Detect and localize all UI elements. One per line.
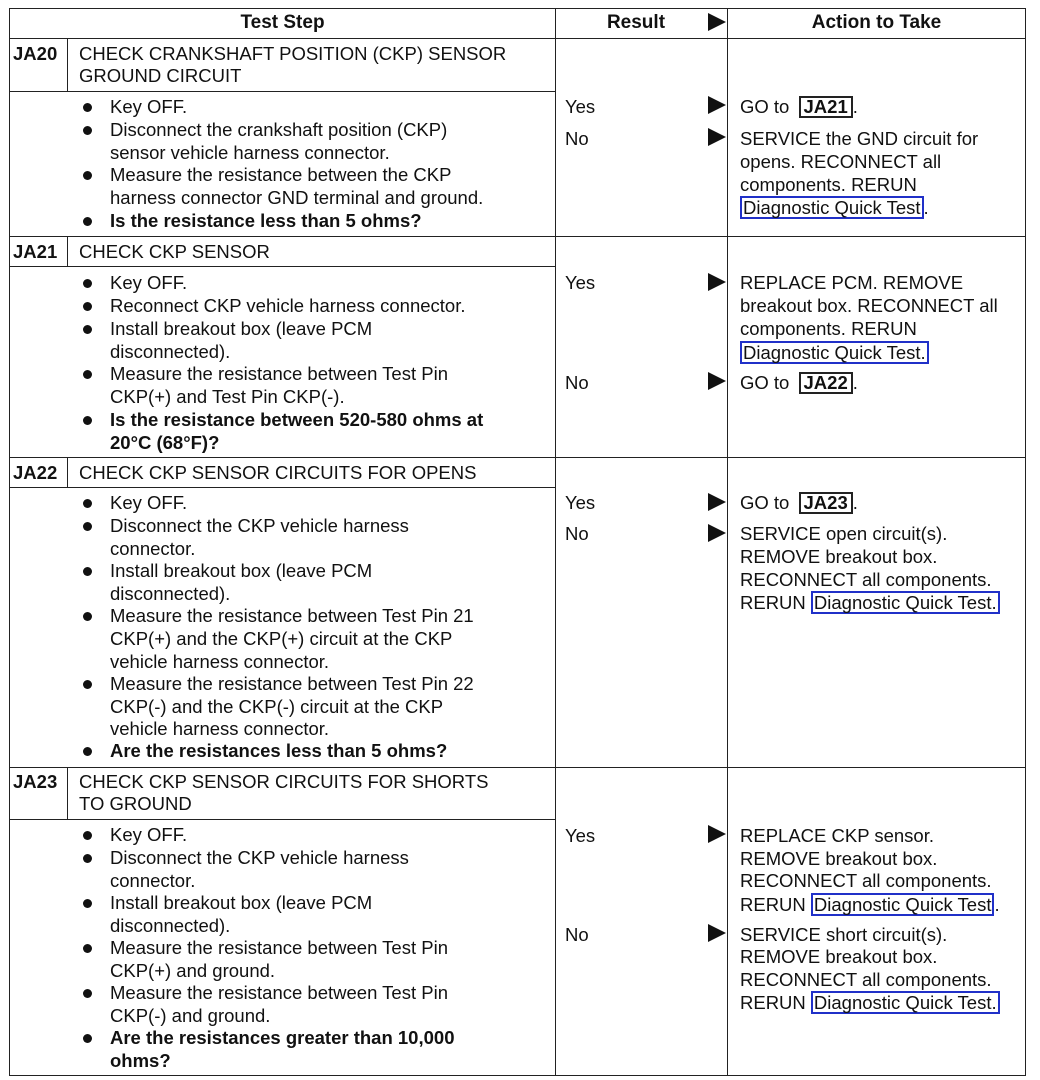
bullet-icon [83, 989, 92, 998]
step-id-divider [67, 236, 68, 266]
step-question: 20°C (68°F)? [110, 432, 220, 453]
action-text: REMOVE breakout box. [740, 946, 938, 967]
step-instruction: disconnected). [110, 915, 231, 936]
bullet-icon [83, 899, 92, 908]
step-instruction: Install breakout box (leave PCM [110, 318, 373, 339]
action-text: SERVICE short circuit(s). [740, 924, 948, 945]
result-no: No [565, 372, 589, 393]
result-yes: Yes [565, 272, 596, 293]
bullet-icon [83, 499, 92, 508]
step-instruction: CKP(-) and ground. [110, 1005, 271, 1026]
action-text: REMOVE breakout box. [740, 848, 938, 869]
header-arrow-icon [708, 13, 726, 31]
step-instruction: Measure the resistance between Test Pin [110, 982, 448, 1003]
diagnostic-quick-test-link[interactable]: Diagnostic Quick Test. [811, 591, 1000, 614]
arrow-right-icon [708, 372, 726, 390]
bullet-icon [83, 325, 92, 334]
step-instruction: Measure the resistance between the CKP [110, 164, 452, 185]
bullet-icon [83, 126, 92, 135]
step-instruction: Key OFF. [110, 272, 188, 293]
table-border-bottom [9, 1075, 1026, 1076]
result-yes: Yes [565, 825, 596, 846]
step-id: JA20 [13, 43, 58, 64]
bullet-icon [83, 1034, 92, 1043]
step-title: CHECK CKP SENSOR CIRCUITS FOR SHORTS [79, 771, 489, 792]
step-instruction: Install breakout box (leave PCM [110, 892, 373, 913]
row-separator [9, 236, 1026, 237]
column-divider-result [555, 8, 556, 1076]
step-id: JA21 [13, 241, 58, 262]
action-go-to: GO to JA21 . [740, 96, 858, 117]
title-separator [9, 266, 555, 267]
action-text: RECONNECT all components. [740, 569, 992, 590]
action-go-to: GO to JA22 . [740, 372, 858, 393]
step-question: Are the resistances greater than 10,000 [110, 1027, 455, 1048]
column-divider-action [727, 8, 728, 1076]
step-instruction: vehicle harness connector. [110, 718, 330, 739]
step-question: ohms? [110, 1050, 171, 1071]
result-yes: Yes [565, 492, 596, 513]
step-title: CHECK CKP SENSOR CIRCUITS FOR OPENS [79, 462, 477, 483]
action-link-line: Diagnostic Quick Test . [740, 196, 929, 220]
bullet-icon [83, 302, 92, 311]
bullet-icon [83, 279, 92, 288]
diagnostic-quick-test-link[interactable]: Diagnostic Quick Test. [811, 991, 1000, 1014]
step-question: Is the resistance less than 5 ohms? [110, 210, 422, 231]
action-text: SERVICE the GND circuit for [740, 128, 979, 149]
step-instruction: Disconnect the CKP vehicle harness [110, 847, 409, 868]
bullet-icon [83, 370, 92, 379]
step-instruction: Key OFF. [110, 96, 188, 117]
action-link-line: RERUN Diagnostic Quick Test. [740, 991, 1000, 1015]
bullet-icon [83, 854, 92, 863]
bullet-icon [83, 612, 92, 621]
step-question: Is the resistance between 520-580 ohms at [110, 409, 484, 430]
header-divider [9, 38, 1026, 39]
result-no: No [565, 924, 589, 945]
action-text: RECONNECT all components. [740, 969, 992, 990]
table-border-left [9, 8, 10, 1076]
result-no: No [565, 523, 589, 544]
title-separator [9, 91, 555, 92]
step-instruction: harness connector GND terminal and ground. [110, 187, 484, 208]
step-ref-link[interactable]: JA22 [799, 372, 853, 394]
step-title: CHECK CRANKSHAFT POSITION (CKP) SENSOR [79, 43, 507, 64]
action-text: RECONNECT all components. [740, 870, 992, 891]
step-instruction: CKP(+) and ground. [110, 960, 276, 981]
action-text: SERVICE open circuit(s). [740, 523, 948, 544]
step-instruction: sensor vehicle harness connector. [110, 142, 390, 163]
step-instruction: Measure the resistance between Test Pin [110, 363, 448, 384]
step-instruction: CKP(+) and the CKP(+) circuit at the CKP [110, 628, 453, 649]
arrow-right-icon [708, 273, 726, 291]
diagnostic-quick-test-link[interactable]: Diagnostic Quick Test [740, 196, 924, 219]
step-instruction: Measure the resistance between Test Pin 22 [110, 673, 474, 694]
action-text: breakout box. RECONNECT all [740, 295, 998, 316]
bullet-icon [83, 522, 92, 531]
action-go-to: GO to JA23 . [740, 492, 858, 513]
action-link-line: RERUN Diagnostic Quick Test . [740, 894, 1000, 915]
step-id: JA23 [13, 771, 58, 792]
bullet-icon [83, 831, 92, 840]
step-instruction: disconnected). [110, 341, 231, 362]
table-border-top [9, 8, 1026, 9]
step-instruction: Disconnect the CKP vehicle harness [110, 515, 409, 536]
bullet-icon [83, 680, 92, 689]
step-id: JA22 [13, 462, 58, 483]
step-title: CHECK CKP SENSOR [79, 241, 270, 262]
step-title: TO GROUND [79, 793, 192, 814]
step-question: Are the resistances less than 5 ohms? [110, 740, 448, 761]
step-instruction: CKP(-) and the CKP(-) circuit at the CKP [110, 696, 444, 717]
step-instruction: Key OFF. [110, 824, 188, 845]
step-id-divider [67, 457, 68, 487]
bullet-icon [83, 944, 92, 953]
header-result: Result [606, 12, 666, 33]
step-title: GROUND CIRCUIT [79, 65, 242, 86]
action-text: REMOVE breakout box. [740, 546, 938, 567]
bullet-icon [83, 416, 92, 425]
step-instruction: Key OFF. [110, 492, 188, 513]
bullet-icon [83, 103, 92, 112]
bullet-icon [83, 567, 92, 576]
header-action: Action to Take [811, 12, 942, 33]
step-instruction: Install breakout box (leave PCM [110, 560, 373, 581]
result-yes: Yes [565, 96, 596, 117]
step-instruction: vehicle harness connector. [110, 651, 330, 672]
arrow-right-icon [708, 524, 726, 542]
action-text: REPLACE PCM. REMOVE [740, 272, 964, 293]
header-test-step: Test Step [240, 12, 325, 33]
arrow-right-icon [708, 924, 726, 942]
action-text: REPLACE CKP sensor. [740, 825, 934, 846]
step-id-divider [67, 767, 68, 819]
step-instruction: disconnected). [110, 583, 231, 604]
bullet-icon [83, 217, 92, 226]
arrow-right-icon [708, 128, 726, 146]
step-instruction: connector. [110, 870, 196, 891]
diagnostic-quick-test-link[interactable]: Diagnostic Quick Test [811, 893, 995, 916]
action-text: components. RERUN [740, 174, 917, 195]
row-separator [9, 457, 1026, 458]
action-text: components. RERUN [740, 318, 917, 339]
step-instruction: Measure the resistance between Test Pin [110, 937, 448, 958]
step-instruction: CKP(+) and Test Pin CKP(-). [110, 386, 345, 407]
row-separator [9, 767, 1026, 768]
title-separator [9, 487, 555, 488]
step-instruction: connector. [110, 538, 196, 559]
bullet-icon [83, 171, 92, 180]
arrow-right-icon [708, 493, 726, 511]
action-link-line [740, 341, 929, 365]
diagnostic-quick-test-link[interactable]: Diagnostic Quick Test. [740, 341, 929, 364]
bullet-icon [83, 747, 92, 756]
result-no: No [565, 128, 589, 149]
step-ref-link[interactable]: JA23 [799, 492, 853, 514]
title-separator [9, 819, 555, 820]
table-border-right [1025, 8, 1026, 1076]
arrow-right-icon [708, 825, 726, 843]
action-text: opens. RECONNECT all [740, 151, 942, 172]
arrow-right-icon [708, 96, 726, 114]
step-ref-link[interactable]: JA21 [799, 96, 853, 118]
action-link-line: RERUN Diagnostic Quick Test. [740, 591, 1000, 615]
step-instruction: Measure the resistance between Test Pin 21 [110, 605, 474, 626]
step-instruction: Disconnect the crankshaft position (CKP) [110, 119, 448, 140]
step-instruction: Reconnect CKP vehicle harness connector. [110, 295, 466, 316]
step-id-divider [67, 38, 68, 91]
